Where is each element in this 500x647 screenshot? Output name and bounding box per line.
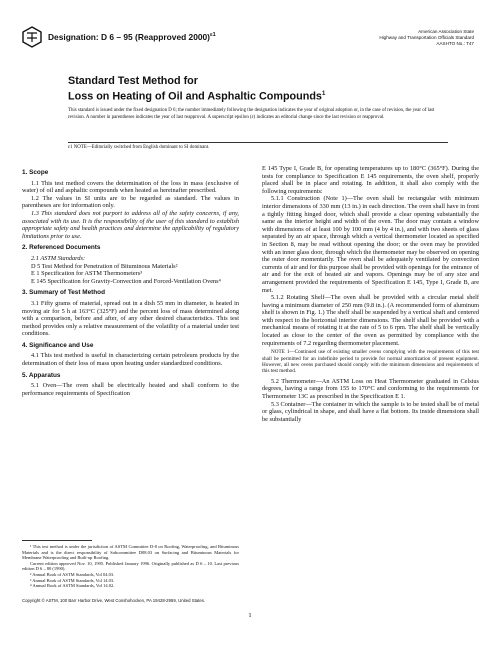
divider — [68, 142, 448, 143]
divider — [22, 540, 92, 541]
reference-item: E 145 Specification for Gravity-Convection and Forced-Ventilation Ovens⁴ — [31, 277, 221, 285]
footnotes — [22, 540, 239, 589]
paragraph: 5.3 Container—The container in which the sample is to be tested shall be of metal or glass, cylindrical in shape, and shall have a flat bottom. Its inside dimensions shall be substantially — [262, 400, 479, 423]
footnote: ² Annual Book of ASTM Standards, Vol 04.03. — [30, 571, 115, 577]
aashto-designation: American Association State Highway and Transportation Officials Standard AASHTO No.: T47 — [379, 29, 474, 46]
section-heading-significance: 4. Significance and Use — [22, 341, 94, 349]
paragraph: 1.3 This standard does not purport to address all of the safety concerns, if any, associated with its use. It is the responsibility of the user of this standard to establish appropriate safety and health practices and determine the applicability of regulatory limitations prior to use. — [22, 209, 239, 240]
paragraph: 2.1 ASTM Standards: — [31, 254, 86, 262]
footnote: ³ Annual Book of ASTM Standards, Vol 14.03. — [30, 577, 115, 583]
footnote: ⁴ Annual Book of ASTM Standards, Vol 14.02. — [30, 583, 115, 589]
page-number: 1 — [248, 612, 252, 619]
note: NOTE 1—Continued use of existing smaller ovens complying with the requirements of this test shall be permitted for an indefinite period to provide for normal amortization of present equipment. However, all new ovens purchased should comply with the minimum dimensions and requirements of this test method. — [262, 349, 479, 375]
astm-logo-icon — [22, 26, 42, 48]
reference-item: E 1 Specification for ASTM Thermometers³ — [31, 270, 143, 278]
footnote: Current edition approved Nov. 10, 1995. Published January 1996. Originally published as D 6 – 10. Last previous edition D 6 – 80 (1990). — [22, 560, 239, 572]
paragraph: 5.2 Thermometer—An ASTM Loss on Heat Thermometer graduated in Celsius degrees, having a range from 155 to 170°C and conforming to the requirements for Thermometer 13C as prescribed in the Specification E 1. — [262, 377, 479, 401]
editorial-note: ε1 NOTE—Editorially switched from English dominant to SI dominant. — [68, 145, 210, 150]
section-heading-summary: 3. Summary of Test Method — [22, 289, 105, 297]
section-heading-referenced-documents: 2. Referenced Documents — [22, 244, 101, 252]
paragraph: 1.1 This test method covers the determination of the loss in mass (exclusive of water) of oil and asphaltic compounds when heated as hereinafter prescribed. — [22, 179, 239, 195]
document-title: Standard Test Method for Loss on Heating of Oil and Asphaltic Compounds$^1$ — [68, 75, 326, 103]
footnote: ¹ This test method is under the jurisdiction of ASTM Committee D-8 on Roofing, Waterproofing, and Bituminous Materials and is the direct responsibility of Subcommittee D08.03 on Surfacing and Bituminous Materials for Membrane Waterproofing and Built-up Roofing. — [22, 544, 239, 561]
right-column — [262, 165, 479, 423]
reference-item: D 5 Test Method for Penetration of Bituminous Materials² — [31, 262, 178, 270]
paragraph: 3.1 Fifty grams of material, spread out in a dish 55 mm in diameter, is heated in moving air for 5 h at 163°C (325°F) and the percent loss of mass determined along with a comparison, before and after, of any other desired characteristics. This test method provides only a relative measurement of the volatility of a material under test conditions. — [22, 299, 239, 338]
paragraph: E 145 Type I, Grade B, for operating temperatures up to 180°C (365°F). During the tests for compliance to Specification E 145 requirements, the oven shelf, properly placed shall be in place and rotating. In addition, it shall also comply with the following requirements: — [262, 165, 479, 195]
copyright-line: Copyright © ASTM, 100 Barr Harbor Drive, West Conshohocken, PA 19428-2959, United States. — [22, 598, 206, 603]
paragraph: 4.1 This test method is useful in characterizing certain petroleum products by the determination of their loss of mass upon heating under standardized conditions. — [22, 352, 239, 368]
paragraph: 5.1 Oven—The oven shall be electrically heated and shall conform to the performance requirements of Specification — [22, 382, 239, 397]
paragraph: 5.1.1 Construction (Note 1)—The oven shall be rectangular with minimum interior dimensions of 330 mm (13 in.) in each direction. The oven shall have in front a tightly fitting hinged door, which shall provide a clear opening substantially the same as the interior height and width of the oven. The door may contain a window with dimensions of at least 100 by 100 mm (4 by 4 in.), and with two sheets of glass separated by an air space, through which a vertical thermometer located as specified in Section 8, may be read without opening the door; or the oven may be provided with an inner glass door, through which the thermometer may be observed on opening the outer door momentarily. The oven shall be adequately ventilated by convection currents of air and for this purpose shall be provided with openings for the entrance of air and for the exit of heated air and vapors. Openings may be of any size and arrangement provided the requirements of Specification E 145, Type I, Grade B, are met. — [262, 195, 480, 294]
designation: Designation: D 6 – 95 (Reapproved 2000)$^{\varepsilon 1}$ — [48, 32, 216, 42]
section-heading-apparatus: 5. Apparatus — [22, 371, 61, 379]
issuance-notice: This standard is issued under the fixed designation D 6; the number immediately following the designation indicates the year of original adoption or, in the case of revision, the year of last revision. A number in parentheses indicates the year of last reapproval. A superscript epsilon (ε) indicates an editorial change since the last revision or reapproval. — [68, 108, 435, 120]
left-column — [22, 165, 239, 397]
paragraph: 1.2 The values in SI units are to be regarded as standard. The values in parentheses are for information only. — [22, 194, 239, 210]
paragraph: 5.1.2 Rotating Shelf—The oven shall be provided with a circular metal shelf having a minimum diameter of 250 mm (9.8 in.). (A recommended form of aluminum shelf is shown in Fig. 1.) The shelf shall be suspended by a vertical shaft and centered with respect to the horizontal interior dimensions. The shelf shall be provided with a mechanical means of rotating it at the rate of 5 to 6 rpm. The shelf shall be vertically located as close to the center of the oven as permitted by compliance with the requirements of 7.2 regarding thermometer placement. — [262, 294, 479, 347]
section-heading-scope: 1. Scope — [22, 169, 49, 176]
